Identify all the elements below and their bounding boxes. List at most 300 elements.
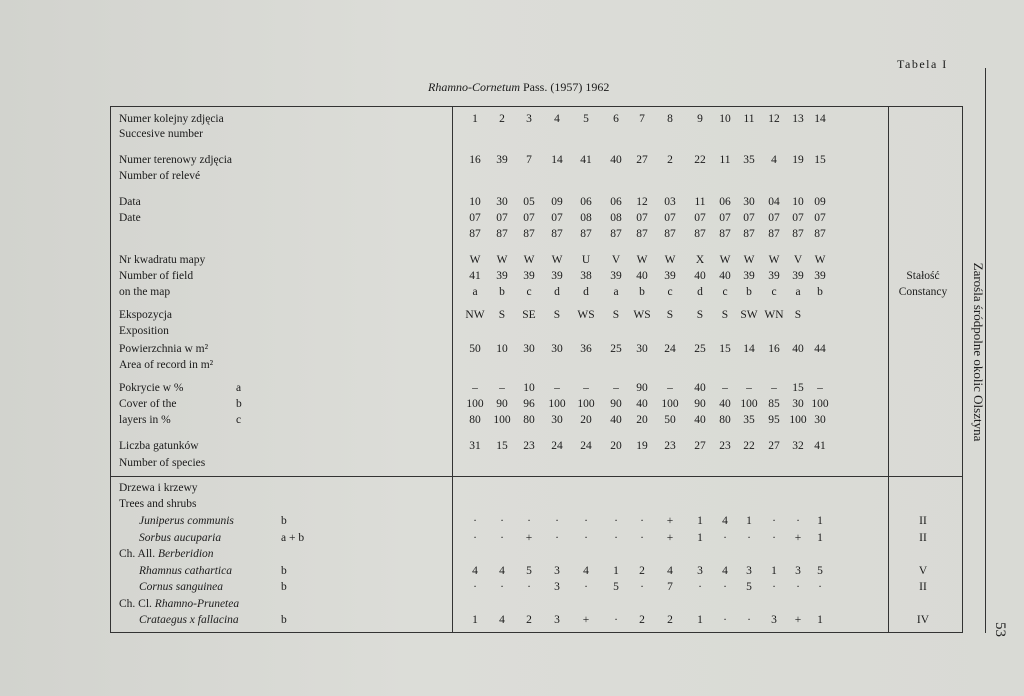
table-cell: 40 [610, 154, 622, 166]
table-cell: S [696, 309, 704, 321]
table-cell: 30 [636, 343, 648, 355]
table-cell: – [472, 382, 478, 394]
table-cell: · [555, 515, 559, 527]
table-cell: – [499, 382, 505, 394]
table-cell: · [614, 531, 618, 544]
table-cell: 07 [768, 212, 780, 224]
table-cell: – [667, 382, 673, 394]
table-cell: 2 [667, 614, 673, 626]
table-cell: c [771, 286, 777, 298]
table-cell: 3 [795, 564, 801, 577]
page-number: 53 [992, 622, 1008, 637]
table-cell: 4 [722, 515, 728, 527]
table-cell: W [636, 254, 648, 266]
table-cell: 40 [636, 398, 648, 410]
table-cell: – [583, 382, 589, 394]
table-cell: V [611, 254, 621, 266]
table-cell: c [667, 286, 673, 298]
table-cell: 30 [551, 414, 563, 426]
table-cell: 31 [469, 440, 481, 452]
table-cell: · [698, 581, 702, 593]
group-name: Berberidion [157, 548, 214, 560]
table-cell: · [796, 515, 800, 527]
table-cell: – [613, 382, 619, 394]
table-cell: 1 [817, 614, 823, 626]
table-cell: W [523, 254, 535, 266]
table-cell: SW [740, 309, 758, 321]
group-prefix: Ch. Cl. [119, 597, 155, 610]
constancy-value: II [919, 515, 927, 527]
table-cell: 13 [792, 113, 804, 125]
table-cell: S [794, 309, 802, 321]
table-cell: S [721, 309, 729, 321]
table-cell: 08 [580, 212, 592, 224]
table-cell: – [722, 382, 728, 394]
table-cell: · [473, 531, 477, 544]
row-label: Data [119, 196, 141, 208]
table-cell: 11 [719, 154, 731, 166]
table-cell: 39 [551, 270, 563, 282]
table-cell: W [719, 254, 731, 266]
table-cell: · [747, 614, 751, 626]
table-cell: + [794, 614, 802, 626]
table-cell: 27 [694, 440, 706, 452]
section-heading: Drzewa i krzewy [119, 482, 198, 494]
table-cell: · [555, 531, 559, 544]
table-cell: · [473, 515, 477, 527]
table-cell: 50 [469, 343, 481, 355]
table-cell: S [498, 309, 506, 321]
table-cell: 24 [580, 440, 592, 452]
table-cell: 9 [697, 113, 703, 125]
table-cell: 05 [523, 196, 535, 208]
table-cell: 25 [610, 343, 622, 355]
table-cell: 1 [472, 113, 478, 125]
species-layer: b [281, 614, 287, 626]
species-layer: b [281, 564, 287, 577]
species-layer: b [281, 581, 287, 593]
table-cell: · [614, 515, 618, 527]
table-cell: a [472, 286, 478, 298]
table-cell: 100 [493, 414, 511, 426]
table-cell: 07 [523, 212, 535, 224]
table-cell: 41 [580, 154, 592, 166]
table-cell: 22 [743, 440, 755, 452]
table-cell: 12 [768, 113, 780, 125]
table-cell: 35 [743, 414, 755, 426]
table-cell: · [473, 581, 477, 593]
table-cell: W [469, 254, 481, 266]
title-rest: Pass. (1957) 1962 [523, 80, 610, 94]
table-column-rule [452, 107, 453, 632]
table-cell: 22 [694, 154, 706, 166]
species-layer: a + b [281, 531, 305, 544]
table-cell: 23 [523, 440, 535, 452]
table-cell: 24 [551, 440, 563, 452]
table-cell: 1 [697, 531, 703, 544]
table-cell: 4 [722, 564, 728, 577]
table-cell: 2 [639, 614, 645, 626]
table-cell: · [614, 614, 618, 626]
table-cell: 06 [580, 196, 592, 208]
table-cell: 5 [583, 113, 589, 125]
table-cell: 07 [469, 212, 481, 224]
table-cell: · [640, 581, 644, 593]
table-cell: · [723, 581, 727, 593]
side-running-title: Zarośla śródpolne okolic Olsztyna [971, 262, 986, 442]
table-cell: 40 [636, 270, 648, 282]
table-cell: 40 [694, 382, 706, 394]
row-label: Number of relevé [119, 170, 201, 182]
table-cell: 19 [636, 440, 648, 452]
section-heading-en: Trees and shrubs [119, 498, 197, 510]
table-cell: 10 [523, 382, 535, 394]
table-cell: 07 [814, 212, 826, 224]
constancy-header-en: Constancy [898, 286, 948, 298]
table-cell: 3 [746, 564, 752, 577]
table-cell: – [771, 382, 777, 394]
table-cell: 80 [469, 414, 481, 426]
table-cell: · [584, 515, 588, 527]
table-cell: 87 [610, 228, 622, 240]
table-cell: 30 [792, 398, 804, 410]
constancy-value: II [919, 531, 927, 544]
table-cell: 95 [768, 414, 780, 426]
row-label: Date [119, 212, 141, 224]
table-cell: 100 [548, 398, 566, 410]
table-cell: SE [522, 309, 536, 321]
table-cell: b [639, 286, 645, 298]
constancy-value: V [918, 564, 928, 577]
table-cell: 07 [551, 212, 563, 224]
table-cell: – [746, 382, 752, 394]
row-label: Nr kwadratu mapy [119, 254, 206, 266]
table-cell: · [584, 581, 588, 593]
table-cell: 4 [583, 564, 589, 577]
table-cell: W [551, 254, 563, 266]
table-cell: 4 [499, 564, 505, 577]
table-cell: 15 [814, 154, 826, 166]
table-cell: + [582, 614, 590, 626]
row-label: Pokrycie w % [119, 382, 184, 394]
table-cell: 30 [814, 414, 826, 426]
table-cell: b [499, 286, 505, 298]
row-label: Number of species [119, 457, 206, 469]
table-cell: c [722, 286, 728, 298]
table-cell: 40 [610, 414, 622, 426]
table-cell: 14 [551, 154, 563, 166]
table-cell: 1 [817, 515, 823, 527]
table-cell: 07 [792, 212, 804, 224]
table-cell: 40 [792, 343, 804, 355]
table-cell: 23 [719, 440, 731, 452]
constancy-value: IV [916, 614, 930, 626]
table-cell: 04 [768, 196, 780, 208]
table-cell: a [795, 286, 801, 298]
table-cell: WS [577, 309, 595, 321]
table-cell: 38 [580, 270, 592, 282]
table-cell: 30 [523, 343, 535, 355]
table-cell: WS [633, 309, 651, 321]
table-cell: 15 [496, 440, 508, 452]
table-cell: + [666, 515, 674, 527]
table-cell: 1 [613, 564, 619, 577]
table-cell: + [525, 531, 533, 544]
species-name: Juniperus communis [139, 515, 234, 527]
data-table [110, 106, 963, 633]
row-label: Number of field [119, 270, 194, 282]
table-cell: · [500, 581, 504, 593]
table-cell: 100 [811, 398, 829, 410]
table-cell: 87 [792, 228, 804, 240]
table-cell: 87 [719, 228, 731, 240]
group-heading [119, 597, 239, 611]
table-cell: W [743, 254, 755, 266]
table-cell: 41 [469, 270, 481, 282]
table-cell: 1 [817, 531, 823, 544]
table-cell: 40 [719, 270, 731, 282]
group-prefix: Ch. All. [119, 548, 158, 560]
table-cell: · [796, 581, 800, 593]
species-name: Cornus sanguinea [139, 581, 224, 593]
table-cell: 14 [814, 113, 826, 125]
table-cell: V [793, 254, 803, 266]
table-cell: 4 [554, 113, 560, 125]
table-cell: · [500, 515, 504, 527]
table-cell: NW [465, 309, 485, 321]
table-cell: · [772, 581, 776, 593]
table-cell: 87 [743, 228, 755, 240]
species-name: Rhamnus cathartica [139, 564, 232, 577]
table-cell: 2 [667, 154, 673, 166]
table-cell: 87 [768, 228, 780, 240]
group-name: Rhamno-Prunetea [154, 597, 240, 610]
row-label: Exposition [119, 325, 169, 337]
table-title [428, 80, 609, 95]
group-heading [119, 547, 214, 561]
table-cell: 7 [526, 154, 532, 166]
table-cell: 2 [639, 564, 645, 577]
species-name: Sorbus aucuparia [139, 531, 222, 544]
species-layer: b [281, 515, 287, 527]
table-cell: 4 [771, 154, 777, 166]
table-cell: 3 [554, 581, 560, 593]
table-cell: 39 [743, 270, 755, 282]
table-cell: 08 [610, 212, 622, 224]
table-cell: 11 [694, 196, 706, 208]
table-cell: 15 [792, 382, 804, 394]
tabela-label: Tabela I [897, 57, 948, 71]
table-cell: 30 [743, 196, 755, 208]
table-cell: · [772, 515, 776, 527]
table-cell: W [814, 254, 826, 266]
table-rule [111, 476, 962, 477]
table-cell: b [817, 286, 823, 298]
table-cell: 100 [577, 398, 595, 410]
table-cell: 36 [580, 343, 592, 355]
table-cell: 09 [551, 196, 563, 208]
row-label: layers in % [119, 414, 171, 426]
row-label: Numer kolejny zdjęcia [119, 113, 224, 125]
table-cell: 3 [526, 113, 532, 125]
table-cell: 87 [814, 228, 826, 240]
table-cell: S [612, 309, 620, 321]
table-cell: 4 [499, 614, 505, 626]
table-cell: 87 [580, 228, 592, 240]
table-cell: 23 [664, 440, 676, 452]
table-cell: + [794, 531, 802, 544]
row-label: Powierzchnia w m² [119, 343, 209, 355]
table-cell: 10 [469, 196, 481, 208]
table-cell: W [768, 254, 780, 266]
table-cell: 12 [636, 196, 648, 208]
table-cell: 2 [526, 614, 532, 626]
table-cell: 5 [817, 564, 823, 577]
table-cell: 1 [472, 614, 478, 626]
table-cell: 1 [771, 564, 777, 577]
table-cell: 100 [740, 398, 758, 410]
table-cell: 87 [551, 228, 563, 240]
table-cell: d [554, 286, 560, 298]
table-cell: – [817, 382, 823, 394]
table-cell: 40 [694, 414, 706, 426]
table-cell: 07 [694, 212, 706, 224]
table-cell: a [613, 286, 619, 298]
table-cell: 90 [496, 398, 508, 410]
table-cell: 14 [743, 343, 755, 355]
table-cell: 6 [613, 113, 619, 125]
table-cell: 1 [697, 515, 703, 527]
table-cell: 15 [719, 343, 731, 355]
table-cell: 39 [814, 270, 826, 282]
table-cell: 27 [636, 154, 648, 166]
row-label: Cover of the [119, 398, 177, 410]
table-cell: 07 [636, 212, 648, 224]
table-cell: 90 [694, 398, 706, 410]
table-cell: 03 [664, 196, 676, 208]
title-italic: Rhamno-Cornetum [428, 80, 520, 94]
table-cell: 87 [636, 228, 648, 240]
table-cell: 87 [664, 228, 676, 240]
table-cell: 20 [580, 414, 592, 426]
table-cell: · [527, 581, 531, 593]
table-cell: 7 [639, 113, 645, 125]
table-cell: 39 [496, 270, 508, 282]
table-cell: 07 [496, 212, 508, 224]
table-cell: b [746, 286, 752, 298]
table-cell: 87 [523, 228, 535, 240]
table-cell: 44 [814, 343, 826, 355]
table-cell: · [640, 531, 644, 544]
table-cell: 5 [526, 564, 532, 577]
species-name: Crataegus x fallacina [139, 614, 239, 626]
table-cell: 19 [792, 154, 804, 166]
table-cell: W [664, 254, 676, 266]
table-cell: 40 [694, 270, 706, 282]
table-cell: 10 [792, 196, 804, 208]
table-cell: · [584, 531, 588, 544]
table-cell: 100 [466, 398, 484, 410]
table-cell: 87 [469, 228, 481, 240]
table-cell: · [527, 515, 531, 527]
table-cell: 87 [694, 228, 706, 240]
table-cell: 16 [469, 154, 481, 166]
table-cell: 1 [746, 515, 752, 527]
table-cell: 27 [768, 440, 780, 452]
table-cell: W [496, 254, 508, 266]
table-cell: 3 [697, 564, 703, 577]
table-cell: 11 [743, 113, 755, 125]
table-cell: 09 [814, 196, 826, 208]
constancy-value: II [919, 581, 927, 593]
table-cell: 80 [719, 414, 731, 426]
table-cell: 7 [667, 581, 673, 593]
table-cell: 3 [771, 614, 777, 626]
table-cell: 4 [472, 564, 478, 577]
table-cell: S [666, 309, 674, 321]
table-cell: 40 [719, 398, 731, 410]
table-cell: 100 [789, 414, 807, 426]
table-cell: – [554, 382, 560, 394]
row-label: Succesive number [119, 128, 203, 140]
row-label: Area of record in m² [119, 359, 214, 371]
table-cell: d [583, 286, 589, 298]
constancy-header-pl: Stałość [906, 270, 940, 282]
table-cell: 50 [664, 414, 676, 426]
table-cell: 96 [523, 398, 535, 410]
table-cell: · [772, 531, 776, 544]
table-cell: 100 [661, 398, 679, 410]
table-cell: X [695, 254, 705, 266]
table-cell: 07 [719, 212, 731, 224]
table-cell: · [723, 531, 727, 544]
table-cell: 35 [743, 154, 755, 166]
table-column-rule [888, 107, 889, 632]
table-cell: 39 [768, 270, 780, 282]
table-cell: 39 [523, 270, 535, 282]
table-cell: 4 [667, 564, 673, 577]
table-cell: 90 [610, 398, 622, 410]
row-sublabel: b [236, 398, 242, 410]
table-cell: WN [764, 309, 784, 321]
table-cell: 90 [636, 382, 648, 394]
row-sublabel: a [236, 382, 242, 394]
table-cell: · [747, 531, 751, 544]
table-cell: 30 [496, 196, 508, 208]
table-cell: 39 [496, 154, 508, 166]
table-cell: + [666, 531, 674, 544]
row-label: on the map [119, 286, 171, 298]
table-cell: c [526, 286, 532, 298]
row-label: Numer terenowy zdjęcia [119, 154, 233, 166]
row-label: Liczba gatunków [119, 440, 199, 452]
row-label: Ekspozycja [119, 309, 173, 321]
table-cell: 10 [496, 343, 508, 355]
table-cell: 30 [551, 343, 563, 355]
table-cell: 16 [768, 343, 780, 355]
table-cell: 39 [664, 270, 676, 282]
table-cell: 2 [499, 113, 505, 125]
table-cell: 32 [792, 440, 804, 452]
table-cell: 8 [667, 113, 673, 125]
table-cell: 87 [496, 228, 508, 240]
table-cell: 3 [554, 614, 560, 626]
table-cell: U [581, 254, 591, 266]
table-cell: 20 [636, 414, 648, 426]
row-sublabel: c [236, 414, 242, 426]
table-cell: · [640, 515, 644, 527]
table-cell: 20 [610, 440, 622, 452]
